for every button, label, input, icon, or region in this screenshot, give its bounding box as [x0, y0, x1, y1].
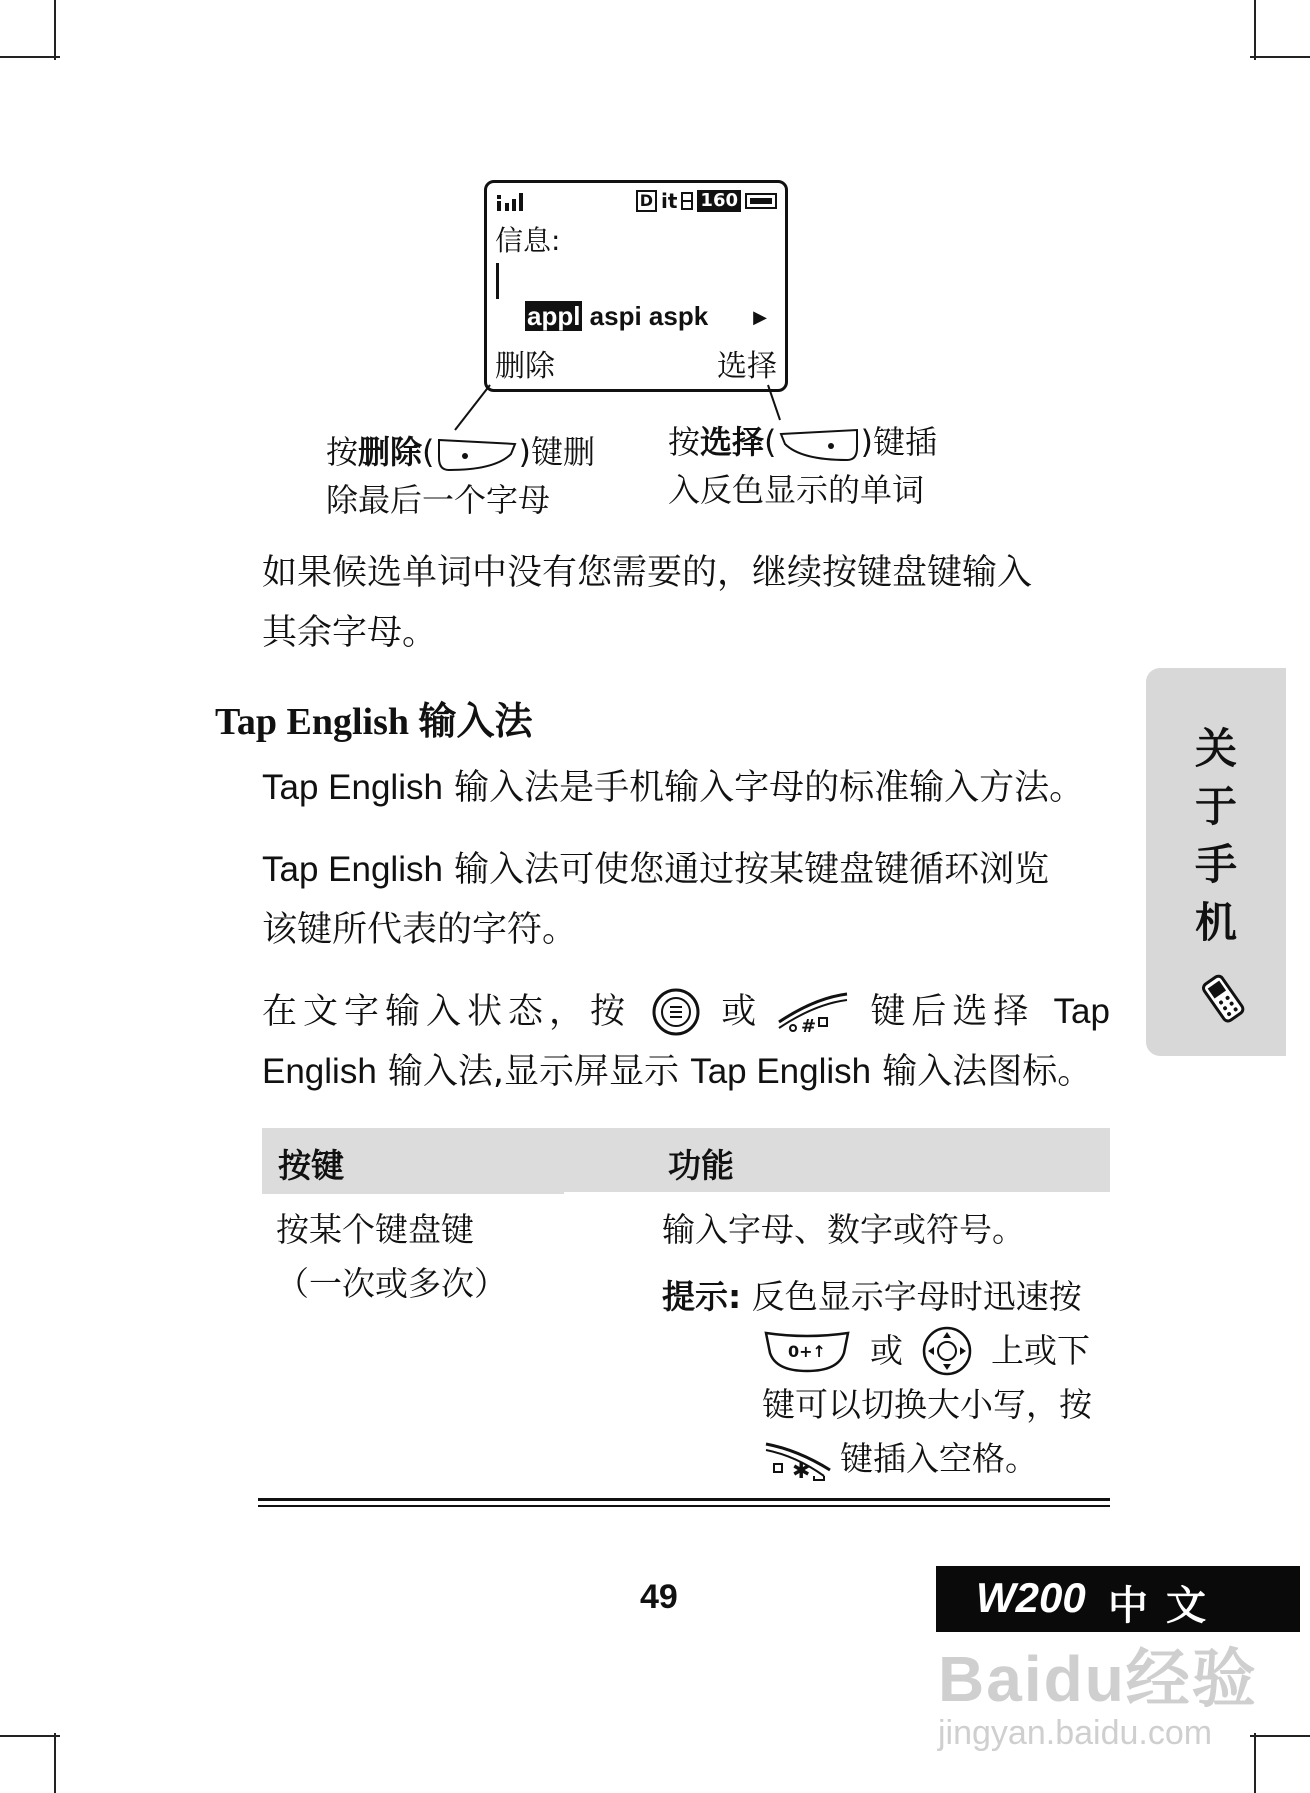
chapter-side-tab	[1146, 668, 1286, 1056]
crop-mark	[54, 1733, 56, 1793]
svg-text:0+↑: 0+↑	[788, 1342, 826, 1361]
table-header	[262, 1128, 1110, 1192]
watermark-main: Baidu经验	[938, 1643, 1258, 1715]
menu-key-icon	[650, 986, 702, 1038]
table-bottom-rule	[258, 1498, 1110, 1501]
paragraph-cycle: Tap English 输入法可使您通过按某键盘键循环浏览 该键所代表的字符。	[262, 850, 1050, 950]
status-d-indicator: D	[636, 190, 657, 212]
star-key-icon	[762, 1436, 834, 1482]
paragraph-intro: Tap English 输入法是手机输入字母的标准输入方法。	[262, 768, 1085, 808]
watermark-sub: jingyan.baidu.com	[938, 1714, 1213, 1752]
zero-key-icon	[762, 1327, 852, 1375]
char-counter: 160	[697, 190, 741, 212]
svg-text:✱: ✱	[792, 1459, 811, 1482]
paragraph-select-method: 在文字输入状态，按 或 # 键后选择 Tap English 输入法,显示屏显示 Tap English 输入法图标。	[262, 982, 1122, 1102]
language-label: 中文	[1108, 1583, 1224, 1629]
crop-mark	[1250, 1735, 1310, 1737]
nav-key-icon	[921, 1325, 973, 1377]
right-arrow-icon: ▶	[753, 307, 767, 328]
table-bottom-rule-secondary	[258, 1505, 1110, 1507]
tip-label: 提示:	[662, 1277, 742, 1316]
left-soft-key-icon	[435, 434, 519, 474]
status-mode-indicator: it	[661, 189, 678, 213]
table-header-function: 功能	[668, 1146, 734, 1185]
brand-label	[936, 1566, 1300, 1632]
table-cell-key: 按某个键盘键 （一次或多次）	[276, 1210, 507, 1303]
candidate-selected: appl	[527, 301, 581, 331]
page-number: 49	[640, 1578, 678, 1616]
callout-leader-lines	[0, 0, 1310, 480]
soft-key-right-label: 选择	[717, 349, 777, 384]
phone-icon	[1196, 972, 1252, 1024]
hash-key-icon	[775, 988, 851, 1036]
table-tip: 提示: 反色显示字母时迅速按 0+↑ 或 上或下 键可以切换大小写，按 ✱ 键插入空格。	[662, 1277, 1092, 1482]
baidu-watermark	[938, 1628, 1258, 1753]
callout-select: 按选择( )键插 入反色显示的单词	[668, 423, 938, 509]
right-soft-key-icon	[777, 424, 861, 464]
candidate-rest: aspi aspk	[582, 301, 709, 331]
paragraph-candidate-tip: 如果候选单词中没有您需要的，继续按键盘键输入 其余字母。	[262, 553, 1033, 653]
section-heading: Tap English 输入法	[215, 701, 533, 743]
table-header-key: 按键	[278, 1146, 344, 1185]
table-header-underline	[262, 1192, 564, 1194]
svg-text:#: #	[801, 1016, 817, 1036]
side-tab-label: 关 于 手 机	[1194, 724, 1237, 947]
soft-key-left-label: 删除	[495, 349, 555, 384]
screen-title: 信息:	[495, 224, 561, 257]
crop-mark	[0, 1735, 60, 1737]
table-cell-function: 输入字母、数字或符号。	[662, 1210, 1025, 1249]
callout-delete: 按删除( )键删 除最后一个字母	[326, 433, 596, 519]
model-name: W200	[976, 1574, 1086, 1621]
